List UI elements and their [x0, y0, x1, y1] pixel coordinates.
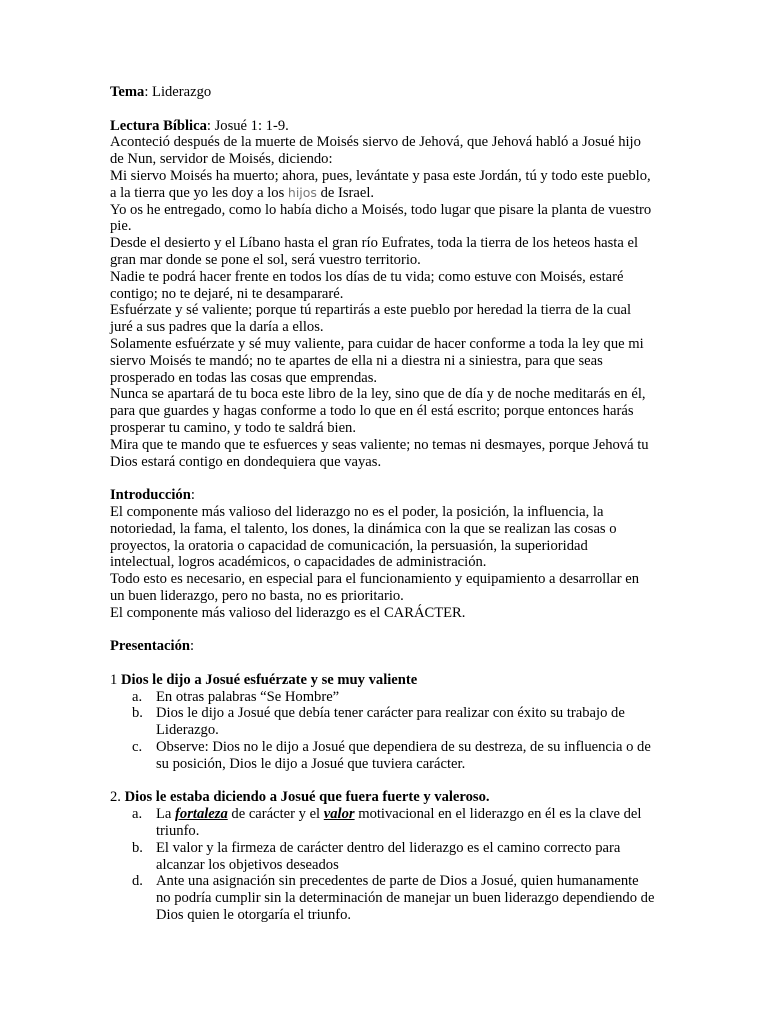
verse-5: Nadie te podrá hacer frente en todos los días de tu vida; como estuve con Moisés, estaré contigo; no te dejaré, ni te desampararé.: [110, 268, 624, 302]
verse-2-text-b: de Israel.: [316, 184, 375, 201]
point-2-title: Dios le estaba diciendo a Josué que fuera fuerte y valeroso.: [124, 789, 490, 806]
valor-emphasis: valor: [323, 806, 355, 823]
verse-2: [110, 168, 655, 202]
introduccion-paragraph-1: El componente más valioso del liderazgo no es el poder, la posición, la influencia, la notoriedad, la fama, el talento, los dones, la dinámica con la que se realizan las cosas o proyectos, la oratoria o capacidad de comunicación, la persuasión, la superioridad intelectual, logros académicos, o capacidades de administración.: [110, 503, 617, 571]
list-marker: b.: [132, 839, 143, 856]
spacer: [110, 655, 655, 672]
lectura-label: Lectura Bíblica: [110, 117, 207, 134]
verse-2-hijos: hijos: [287, 184, 317, 200]
list-item-text: En otras palabras “Se Hombre”: [156, 688, 340, 705]
list-item: [132, 705, 655, 739]
list-marker: a.: [132, 688, 143, 705]
list-item: [132, 688, 655, 706]
spacer: [110, 101, 655, 118]
verse-6: Esfuérzate y sé valiente; porque tú repartirás a este pueblo por heredad la tierra de la cual juré a sus padres que la daría a ellos.: [110, 302, 632, 336]
list-marker: b.: [132, 705, 143, 722]
list-item: [132, 806, 655, 840]
point-2-list: [110, 806, 655, 924]
verse-8: Nunca se apartará de tu boca este libro de la ley, sino que de día y de noche meditarás en él, para que guardes y hagas conforme a todo lo que en él está escrito; porque entonces harás prosperar tu camino, y todo te saldrá bien.: [110, 386, 646, 436]
point-1-number: 1: [110, 671, 121, 688]
tema-line: [110, 84, 655, 101]
point-2-heading: [110, 789, 655, 806]
fortaleza-emphasis: fortaleza: [175, 806, 228, 823]
introduccion-colon: :: [190, 487, 195, 504]
list-marker: a.: [132, 806, 143, 823]
list-item: [132, 739, 655, 773]
list-item-text: La: [156, 806, 176, 823]
verse-3: Yo os he entregado, como lo había dicho a Moisés, todo lugar que pisare la planta de vuestro pie.: [110, 201, 652, 235]
list-item-text: El valor y la firmeza de carácter dentro del liderazgo es el camino correcto para alcanzar los objetivos deseados: [156, 839, 621, 873]
verse-1: Aconteció después de la muerte de Moisés siervo de Jehová, que Jehová habló a Josué hijo de Nun, servidor de Moisés, diciendo:: [110, 134, 641, 168]
tema-label: Tema: [110, 84, 145, 100]
spacer: [110, 470, 655, 487]
introduccion-label: Introducción: [110, 487, 191, 504]
presentacion-label: Presentación: [110, 638, 190, 655]
lectura-line: [110, 118, 655, 135]
list-item-text: Observe: Dios no le dijo a Josué que dependiera de su destreza, de su influencia o de su posición, Dios le dijo a Josué que tuviera carácter.: [156, 739, 651, 772]
spacer: [110, 622, 655, 639]
presentacion-heading: [110, 638, 655, 655]
list-item-text: Ante una asignación sin precedentes de parte de Dios a Josué, quien humanamente no podría cumplir sin la determinación de manejar un buen liderazgo dependiendo de Dios quien le otorgaría el triunfo.: [156, 873, 655, 924]
point-1-list: [110, 689, 655, 773]
point-1-heading: [110, 672, 655, 689]
list-item: [132, 873, 655, 924]
list-item-text: de carácter y el: [227, 806, 324, 823]
introduccion-paragraph-2: Todo esto es necesario, en especial para el funcionamiento y equipamiento a desarrollar en un buen liderazgo, pero no basta, no es prioritario.: [110, 571, 640, 604]
tema-value: : Liderazgo: [144, 84, 212, 100]
list-item-text: Dios le dijo a Josué que debía tener carácter para realizar con éxito su trabajo de Liderazgo.: [156, 705, 625, 739]
list-item: [132, 839, 655, 874]
verse-2-text-a: Mi siervo Moisés ha muerto; ahora, pues, levántate y pasa este Jordán, tú y todo este pueblo, a la tierra que yo les doy a los: [110, 167, 651, 201]
introduccion-paragraph-3: El componente más valioso del liderazgo es el CARÁCTER.: [110, 604, 466, 621]
list-marker: d.: [132, 873, 143, 890]
verse-4: Desde el desierto y el Líbano hasta el gran río Eufrates, toda la tierra de los heteos hasta el gran mar donde se pone el sol, será vuestro territorio.: [110, 235, 639, 268]
point-1-title: Dios le dijo a Josué esfuérzate y se muy valiente: [120, 671, 418, 688]
lectura-ref: : Josué 1: 1-9.: [206, 117, 289, 134]
point-2-number: 2.: [110, 789, 125, 806]
spacer: [110, 773, 655, 790]
presentacion-colon: :: [189, 638, 195, 655]
document-page: [110, 84, 655, 924]
list-marker: c.: [132, 739, 143, 756]
list-item-text: motivacional en el liderazgo en él es la clave del triunfo.: [156, 806, 642, 840]
verse-9: Mira que te mando que te esfuerces y seas valiente; no temas ni desmayes, porque Jehová tu Dios estará contigo en dondequiera que vayas.: [110, 436, 649, 470]
introduccion-heading: [110, 487, 655, 504]
verse-7: Solamente esfuérzate y sé muy valiente, para cuidar de hacer conforme a toda la ley que mi siervo Moisés te mandó; no te apartes de ella ni a diestra ni a siniestra, para que seas prosperado en todas las cosas que emprendas.: [110, 335, 644, 386]
